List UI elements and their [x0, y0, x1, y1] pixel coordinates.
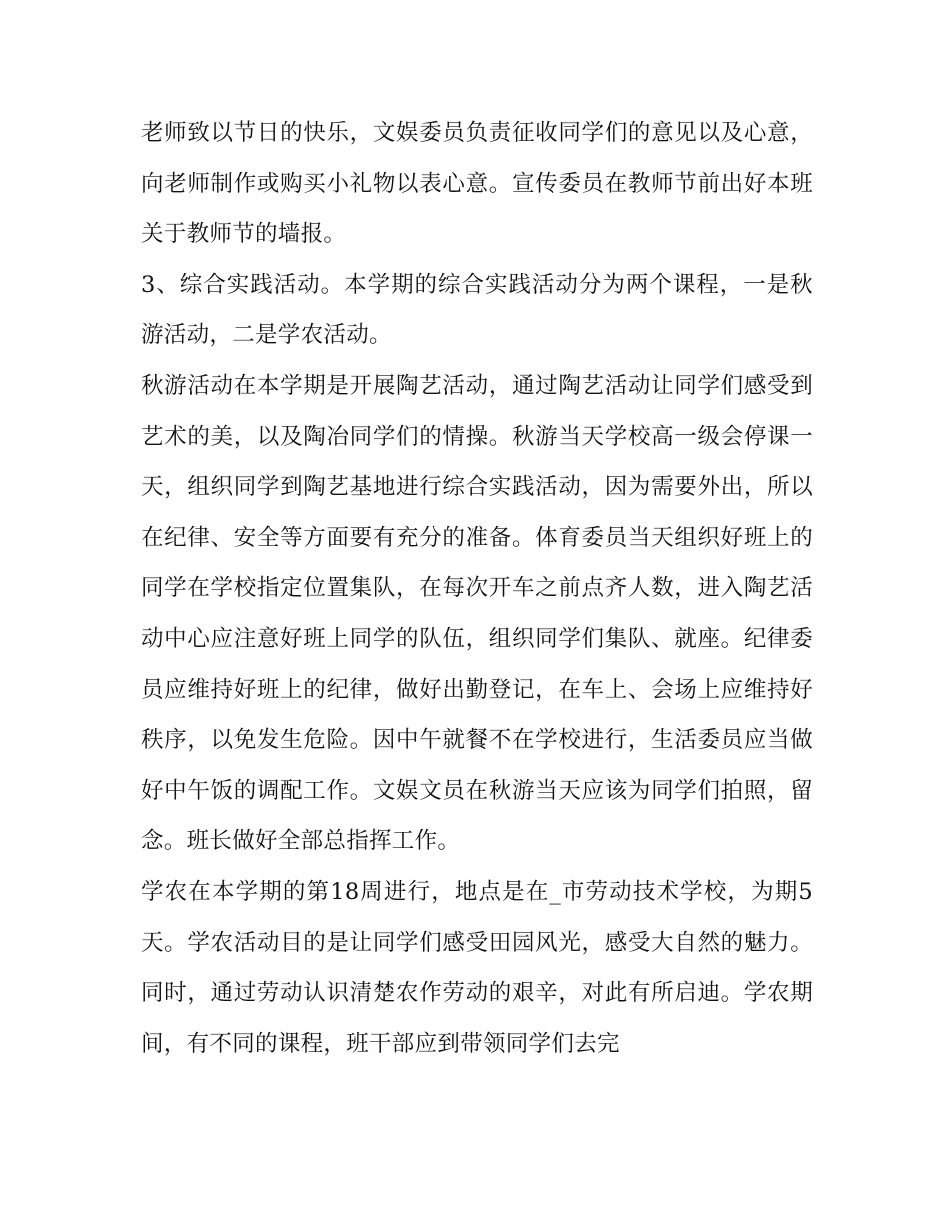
document-body — [141, 108, 813, 1069]
paragraph-practice-activities-intro: 3、综合实践活动。本学期的综合实践活动分为两个课程，一是秋游活动，二是学农活动。 — [141, 271, 813, 349]
paragraph-farm-learning: 学农在本学期的第18周进行，地点是在_市劳动技术学校，为期5天。学农活动目的是让同学们感受田园风光，感受大自然的魅力。同时，通过劳动认识清楚农作劳动的艰辛，对此有所启迪。学农期间，有不同的课程，班干部应到带领同学们去完 — [141, 878, 813, 1057]
paragraph-teachers-day-duties: 老师致以节日的快乐，文娱委员负责征收同学们的意见以及心意，向老师制作或购买小礼物以表心意。宣传委员在教师节前出好本班关于教师节的墙报。 — [141, 120, 813, 248]
paragraph-autumn-outing: 秋游活动在本学期是开展陶艺活动，通过陶艺活动让同学们感受到艺术的美，以及陶冶同学们的情操。秋游当天学校高一级会停课一天，组织同学到陶艺基地进行综合实践活动，因为需要外出，所以在纪律、安全等方面要有充分的准备。体育委员当天组织好班上的同学在学校指定位置集队，在每次开车之前点齐人数，进入陶艺活动中心应注意好班上同学的队伍，组织同学们集队、就座。纪律委员应维持好班上的纪律，做好出勤登记，在车上、会场上应维持好秩序，以免发生危险。因中午就餐不在学校进行，生活委员应当做好中午饭的调配工作。文娱文员在秋游当天应该为同学们拍照，留念。班长做好全部总指挥工作。 — [141, 372, 813, 855]
